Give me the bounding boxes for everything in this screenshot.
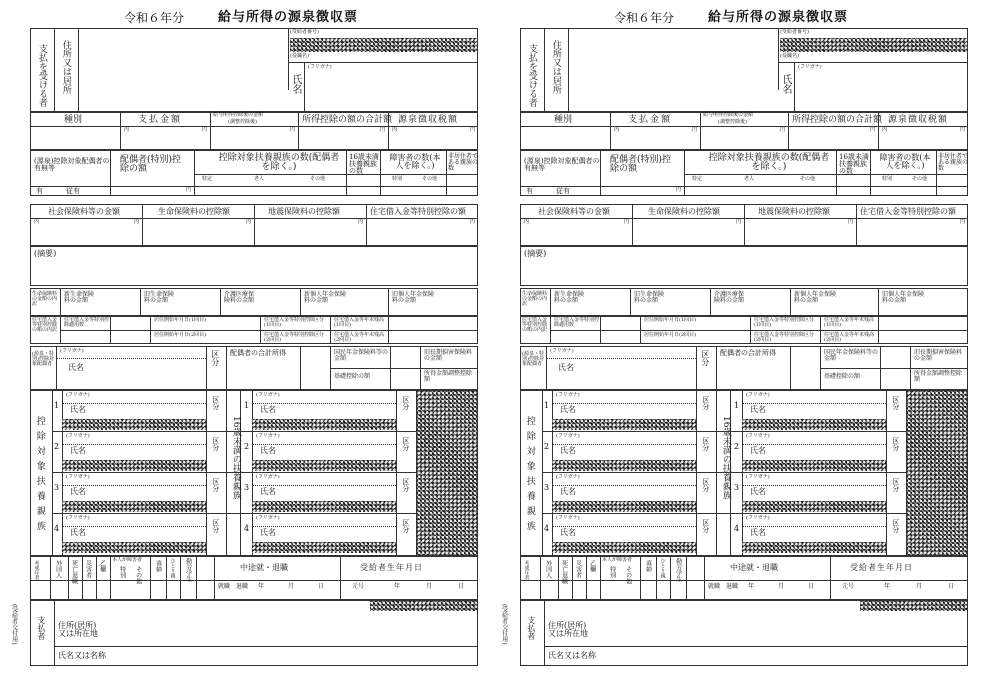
dependent-pattern [252, 542, 396, 553]
start2-label: 居住開始年月日(2回目) [644, 332, 697, 338]
payer-pattern [860, 601, 967, 611]
spouse-label: (源泉・特別)控除対象配偶者 [32, 351, 54, 367]
spouse-furigana-label: (フリガナ) [550, 348, 574, 354]
new-pension-label: 新個人年金保険料の金額 [794, 291, 837, 304]
old-long-label: 旧長期損害保険料の金額 [424, 349, 473, 362]
self-disabled-label: 本人が障害者 [112, 557, 143, 563]
withholding-header: 源泉徴収税額 [888, 115, 949, 125]
month-label: 月 [288, 583, 295, 590]
spouse-name-label: 氏名 [68, 363, 84, 372]
dependent-name-field[interactable] [772, 527, 882, 541]
dependent-furigana-label: (フリガナ) [256, 515, 280, 521]
dependent-name-label: 氏名 [560, 405, 576, 414]
dependent-furigana-label: (フリガナ) [66, 433, 90, 439]
under16-label: 16歳未満の扶養親族 [230, 416, 241, 500]
retire-label: 退職 [726, 583, 739, 590]
dependent-name-label: 氏名 [560, 487, 576, 496]
dependent-pattern [252, 460, 396, 471]
payer-label: 支払者 [36, 616, 46, 640]
uchi-mark: 内 [124, 127, 130, 133]
dependent-furigana-label: (フリガナ) [66, 474, 90, 480]
dependent-row-number: 2 [734, 442, 740, 451]
dependent-row-number: 1 [544, 401, 550, 410]
juu-ari-label: 従有 [66, 187, 80, 195]
yen-unit: 円 [290, 127, 296, 133]
other-label: その他 [422, 176, 438, 182]
payee-furigana-label: (フリガナ) [798, 64, 822, 70]
insurance-label: 生命保険料の金額の内訳 [522, 291, 548, 307]
dependent-furigana-label: (フリガナ) [256, 392, 280, 398]
dependent-furigana-label: (フリガナ) [256, 433, 280, 439]
ari-label: 有 [36, 187, 43, 195]
year-label: 年 [394, 583, 401, 590]
special-label: 特別 [118, 566, 126, 578]
old-pension-label: 旧個人年金保険料の金額 [882, 291, 925, 304]
dependent-furigana-label: (フリガナ) [746, 392, 770, 398]
dependent-name-field[interactable] [282, 445, 392, 459]
dependent-name-field[interactable] [772, 445, 882, 459]
payer-address-label: 住所(居所)又は所在地 [58, 621, 98, 638]
otsu-label: 乙欄 [588, 560, 596, 572]
day-label: 日 [318, 583, 325, 590]
uchi-mark: 内 [34, 219, 40, 225]
summary-note-box[interactable] [520, 246, 968, 286]
nonresident-header: 非居住者である親族の数 [448, 153, 479, 172]
dependent-row-number: 3 [544, 483, 550, 492]
dependent-pattern [62, 501, 206, 512]
dependent-row-number: 3 [244, 483, 250, 492]
dependent-pattern [552, 542, 696, 553]
year-label: 年 [748, 583, 755, 590]
single-parent-label: ひとり親 [169, 558, 176, 578]
month-label: 月 [426, 583, 433, 590]
uchi-mark: 内 [392, 127, 398, 133]
dependent-name-field[interactable] [582, 527, 692, 541]
disaster-label: 災害者 [84, 560, 92, 578]
dependent-name-field[interactable] [582, 404, 692, 418]
specific-label: 特定 [202, 176, 213, 182]
month-label: 月 [916, 583, 923, 590]
type2-label: 住宅借入金等特別控除区分(2回目) [264, 332, 325, 343]
pension-label: 国民年金保険料等の金額 [334, 349, 389, 362]
yen-unit: 円 [676, 187, 682, 193]
under16-header: 16歳未満扶養親族の数 [839, 153, 869, 175]
yen-unit: 円 [186, 187, 192, 193]
type-header: 種別 [64, 115, 83, 125]
recipient-number-label: (受給者番号) [290, 29, 319, 35]
social-insurance-header: 社会保険料等の金額 [48, 207, 120, 216]
start1-label: 居住開始年月日(1回目) [644, 317, 697, 323]
dependent-row-number: 2 [544, 442, 550, 451]
balance1-label: 住宅借入金等年末残高(1回目) [824, 317, 875, 328]
start2-label: 居住開始年月日(2回目) [154, 332, 207, 338]
dependent-kubun-label: 区分 [401, 478, 410, 492]
spouse-furigana-label: (フリガナ) [60, 348, 84, 354]
social-insurance-header: 社会保険料等の金額 [538, 207, 610, 216]
balance1-label: 住宅借入金等年末残高(1回目) [334, 317, 385, 328]
uchi-mark: 内 [524, 219, 530, 225]
widow-label: 寡婦 [154, 560, 162, 572]
housing-loan-header: 住宅借入金等特別控除の額 [370, 207, 466, 216]
dependent-name-label: 氏名 [70, 405, 86, 414]
spouse-question: (源泉)控除対象配偶者の有無等 [34, 157, 110, 172]
recipient-number-label: (受給者番号) [780, 29, 809, 35]
after-deduction-header: 給与所得控除後の金額 [703, 112, 754, 118]
retire-label: 退職 [236, 583, 249, 590]
dependent-name-field[interactable] [92, 445, 202, 459]
old-pension-label: 旧個人年金保険料の金額 [392, 291, 435, 304]
dependent-count-header: 控除対象扶養親族の数(配偶者を除く。) [708, 153, 830, 172]
old-long-label: 旧長期損害保険料の金額 [914, 349, 963, 362]
dependent-row-number: 2 [54, 442, 60, 451]
other-label: その他 [134, 566, 142, 584]
spouse-deduction-header: 配偶者(特別)控除の額 [120, 155, 182, 174]
yen-unit: 円 [692, 127, 698, 133]
position-label: (役職名) [290, 53, 309, 59]
dependent-pattern [742, 542, 886, 553]
elderly-label: 老人 [254, 176, 265, 182]
dependent-kubun-label: 区分 [701, 437, 710, 451]
dependent-furigana-label: (フリガナ) [746, 474, 770, 480]
type1-label: 住宅借入金等特別控除区分(1回目) [264, 317, 325, 328]
special-label: 特別 [392, 176, 403, 182]
dependent-name-label: 氏名 [750, 528, 766, 537]
dependent-name-label: 氏名 [260, 487, 276, 496]
era-label: 元号 [352, 583, 365, 590]
dependent-name-field[interactable] [582, 445, 692, 459]
employ-label: 就職 [708, 583, 721, 590]
dependent-name-field[interactable] [282, 486, 392, 500]
yen-unit: 円 [246, 219, 252, 225]
new-pension-label: 新個人年金保険料の金額 [304, 291, 347, 304]
payment-header: 支払金額 [138, 115, 183, 125]
dependent-row-number: 3 [54, 483, 60, 492]
yen-unit: 円 [358, 219, 364, 225]
dependent-kubun-label: 区分 [401, 519, 410, 533]
death-label: 死亡退職 [560, 560, 568, 584]
under16-header: 16歳未満扶養親族の数 [349, 153, 379, 175]
dependent-name-label: 氏名 [750, 487, 766, 496]
dependent-row-number: 4 [54, 524, 60, 533]
dependent-kubun-label: 区分 [211, 519, 220, 533]
stub-label: (受給者交付用) [10, 604, 18, 645]
dependent-row-number: 2 [244, 442, 250, 451]
yen-unit: 円 [960, 127, 966, 133]
dependents-label: 控除対象扶養親族 [524, 416, 535, 536]
payee-address-label: 住所又は居所 [550, 40, 561, 94]
year-label: 年 [884, 583, 891, 590]
withholding-slip-left [10, 0, 479, 700]
form-title: 給与所得の源泉徴収票 [708, 10, 849, 25]
widow-label: 寡婦 [644, 560, 652, 572]
dependent-name-label: 氏名 [260, 528, 276, 537]
dependent-name-label: 氏名 [70, 487, 86, 496]
payee-name-label: 氏名 [290, 74, 301, 94]
form-era: 令和６年分 [124, 11, 185, 25]
spouse-question: (源泉)控除対象配偶者の有無等 [524, 157, 600, 172]
dependent-name-field[interactable] [772, 486, 882, 500]
under16-label: 16歳未満の扶養親族 [720, 416, 731, 500]
special-label: 特別 [608, 566, 616, 578]
dependent-name-field[interactable] [92, 404, 202, 418]
yen-unit: 円 [736, 219, 742, 225]
day-label: 日 [808, 583, 815, 590]
payer-name-label: 氏名又は名称 [548, 651, 596, 660]
yen-unit: 円 [134, 219, 140, 225]
student-label: 勤労学生 [674, 558, 682, 582]
balance2-label: 住宅借入金等年末残高(2回目) [334, 332, 385, 343]
dependent-furigana-label: (フリガナ) [556, 515, 580, 521]
dependent-pattern [552, 419, 696, 430]
dependent-kubun-label: 区分 [701, 519, 710, 533]
self-disabled-label: 本人が障害者 [602, 557, 633, 563]
life-insurance-header: 生命保険料の控除額 [648, 207, 720, 216]
dependent-name-label: 氏名 [260, 446, 276, 455]
adjustment-label: 所得金額調整控除額 [424, 370, 473, 383]
dependent-name-field[interactable] [282, 527, 392, 541]
payer-pattern [370, 601, 477, 611]
dependent-kubun-label: 区分 [891, 396, 900, 410]
dependent-pattern [252, 501, 396, 512]
month-label: 月 [778, 583, 785, 590]
uchi-mark: 内 [882, 127, 888, 133]
dependent-kubun-label: 区分 [701, 478, 710, 492]
dependent-name-field[interactable] [92, 527, 202, 541]
other-label: その他 [310, 176, 326, 182]
payer-address-label: 住所(居所)又は所在地 [548, 621, 588, 638]
recipient-number-field[interactable] [290, 38, 477, 52]
dependent-name-field[interactable] [92, 486, 202, 500]
dependent-furigana-label: (フリガナ) [556, 392, 580, 398]
dependent-pattern [62, 419, 206, 430]
dependent-pattern [252, 419, 396, 430]
stub-label: (受給者交付用) [500, 604, 508, 645]
yen-unit: 円 [470, 219, 476, 225]
birth-label: 受給者生年月日 [360, 563, 423, 572]
type2-label: 住宅借入金等特別控除区分(2回目) [754, 332, 815, 343]
dependent-furigana-label: (フリガナ) [746, 433, 770, 439]
old-life-label: 旧生命保険料の金額 [144, 291, 175, 304]
ari-label: 有 [526, 187, 533, 195]
dependent-kubun-label: 区分 [891, 437, 900, 451]
withholding-slip-right [500, 0, 969, 700]
dependent-name-label: 氏名 [560, 446, 576, 455]
otsu-label: 乙欄 [98, 560, 106, 572]
yen-unit: 円 [202, 127, 208, 133]
dependent-pattern [62, 542, 206, 553]
dependent-furigana-label: (フリガナ) [556, 433, 580, 439]
year-label: 年 [258, 583, 265, 590]
dependent-row-number: 3 [734, 483, 740, 492]
payment-header: 支払金額 [628, 115, 673, 125]
dependent-kubun-label: 区分 [211, 437, 220, 451]
dependent-kubun-label: 区分 [891, 519, 900, 533]
dependent-pattern [742, 460, 886, 471]
earthquake-header: 地震保険料の控除額 [268, 207, 340, 216]
dependent-name-label: 氏名 [560, 528, 576, 537]
dependent-kubun-label: 区分 [701, 396, 710, 410]
restricted-area [417, 391, 477, 555]
payee-furigana-label: (フリガナ) [308, 64, 332, 70]
dependent-pattern [742, 501, 886, 512]
dependent-name-label: 氏名 [70, 446, 86, 455]
minor-label: 未成年者 [33, 560, 40, 580]
spouse-income-label: 配偶者の合計所得 [720, 349, 776, 357]
dependents-label: 控除対象扶養親族 [34, 416, 45, 536]
dependent-pattern [62, 460, 206, 471]
foreign-label: 外国人 [54, 560, 62, 578]
form-era: 令和６年分 [614, 11, 675, 25]
basic-deduction-label: 基礎控除の額 [824, 373, 861, 380]
dependent-name-field[interactable] [772, 404, 882, 418]
spouse-kubun-label: 区分 [700, 350, 710, 366]
withholding-header: 源泉徴収税額 [398, 115, 459, 125]
total-deduction-header: 所得控除の額の合計額 [792, 115, 883, 125]
elderly-label: 老人 [744, 176, 755, 182]
spouse-kubun-label: 区分 [210, 350, 220, 366]
total-deduction-header: 所得控除の額の合計額 [302, 115, 393, 125]
housing-loan-header: 住宅借入金等特別控除の額 [860, 207, 956, 216]
payee-label: 支払を受ける者 [526, 44, 537, 107]
life-insurance-header: 生命保険料の控除額 [158, 207, 230, 216]
form-title: 給与所得の源泉徴収票 [218, 10, 359, 25]
dependent-furigana-label: (フリガナ) [66, 515, 90, 521]
housing-label: 住宅借入金等特別控除の額の内訳 [32, 317, 58, 333]
type-header: 種別 [554, 115, 573, 125]
midyear-label: 中途就・退職 [240, 563, 288, 572]
housing-count-label: 住宅借入金等特別控除適用数 [554, 317, 600, 328]
dependent-furigana-label: (フリガナ) [746, 515, 770, 521]
yen-unit: 円 [870, 127, 876, 133]
dependent-count-header: 控除対象扶養親族の数(配偶者を除く。) [218, 153, 340, 172]
birth-label: 受給者生年月日 [850, 563, 913, 572]
disaster-label: 災害者 [574, 560, 582, 578]
nonresident-header: 非居住者である親族の数 [938, 153, 969, 172]
recipient-number-field[interactable] [780, 38, 967, 52]
uchi-mark: 内 [614, 127, 620, 133]
dependent-furigana-label: (フリガナ) [556, 474, 580, 480]
housing-count-label: 住宅借入金等特別控除適用数 [64, 317, 110, 328]
juu-ari-label: 従有 [556, 187, 570, 195]
yen-unit: 円 [624, 219, 630, 225]
dependent-row-number: 1 [54, 401, 60, 410]
day-label: 日 [948, 583, 955, 590]
basic-deduction-label: 基礎控除の額 [334, 373, 371, 380]
insurance-label: 生命保険料の金額の内訳 [32, 291, 58, 307]
care-label: 介護医療保険料の金額 [714, 291, 745, 304]
position-label: (役職名) [780, 53, 799, 59]
adjustment-label: 所得金額調整控除額 [914, 370, 963, 383]
dependent-name-label: 氏名 [750, 446, 766, 455]
student-label: 勤労学生 [184, 558, 192, 582]
care-label: 介護医療保険料の金額 [224, 291, 255, 304]
housing-label: 住宅借入金等特別控除の額の内訳 [522, 317, 548, 333]
dependent-row-number: 4 [544, 524, 550, 533]
spouse-label: (源泉・特別)控除対象配偶者 [522, 351, 544, 367]
payee-name-label: 氏名 [780, 74, 791, 94]
start1-label: 居住開始年月日(1回目) [154, 317, 207, 323]
death-label: 死亡退職 [70, 560, 78, 584]
other-label: その他 [624, 566, 632, 584]
dependent-name-field[interactable] [282, 404, 392, 418]
dependent-name-field[interactable] [582, 486, 692, 500]
yen-unit: 円 [470, 127, 476, 133]
minor-label: 未成年者 [523, 560, 530, 580]
restricted-area [907, 391, 967, 555]
dependent-pattern [552, 501, 696, 512]
dependent-furigana-label: (フリガナ) [256, 474, 280, 480]
dependent-row-number: 1 [244, 401, 250, 410]
payee-address-label: 住所又は居所 [60, 40, 71, 94]
foreign-label: 外国人 [544, 560, 552, 578]
spouse-income-label: 配偶者の合計所得 [230, 349, 286, 357]
yen-unit: 円 [960, 219, 966, 225]
after-deduction-sub: (調整控除後) [718, 119, 747, 125]
summary-note-label: (摘要) [34, 249, 57, 258]
day-label: 日 [458, 583, 465, 590]
other-label: その他 [912, 176, 928, 182]
dependent-kubun-label: 区分 [891, 478, 900, 492]
specific-label: 特定 [692, 176, 703, 182]
new-life-label: 新生命保険料の金額 [554, 291, 585, 304]
dependent-pattern [742, 419, 886, 430]
spouse-name-label: 氏名 [558, 363, 574, 372]
after-deduction-header: 給与所得控除後の金額 [213, 112, 264, 118]
dependent-kubun-label: 区分 [211, 396, 220, 410]
dependent-row-number: 4 [244, 524, 250, 533]
dependent-pattern [552, 460, 696, 471]
balance2-label: 住宅借入金等年末残高(2回目) [824, 332, 875, 343]
type1-label: 住宅借入金等特別控除区分(1回目) [754, 317, 815, 328]
yen-unit: 円 [380, 127, 386, 133]
payer-name-label: 氏名又は名称 [58, 651, 106, 660]
dependent-row-number: 4 [734, 524, 740, 533]
after-deduction-sub: (調整控除後) [228, 119, 257, 125]
dependent-kubun-label: 区分 [401, 437, 410, 451]
disabled-header: 障害者の数(本人を除く。) [879, 153, 931, 170]
employ-label: 就職 [218, 583, 231, 590]
dependent-kubun-label: 区分 [211, 478, 220, 492]
dependent-row-number: 1 [734, 401, 740, 410]
dependent-kubun-label: 区分 [401, 396, 410, 410]
old-life-label: 旧生命保険料の金額 [634, 291, 665, 304]
other-label: その他 [800, 176, 816, 182]
payee-label: 支払を受ける者 [36, 44, 47, 107]
pension-label: 国民年金保険料等の金額 [824, 349, 879, 362]
yen-unit: 円 [848, 219, 854, 225]
summary-note-box[interactable] [30, 246, 478, 286]
midyear-label: 中途就・退職 [730, 563, 778, 572]
dependent-name-label: 氏名 [260, 405, 276, 414]
single-parent-label: ひとり親 [659, 558, 666, 578]
summary-note-label: (摘要) [524, 249, 547, 258]
dependent-name-label: 氏名 [750, 405, 766, 414]
yen-unit: 円 [780, 127, 786, 133]
payer-label: 支払者 [526, 616, 536, 640]
earthquake-header: 地震保険料の控除額 [758, 207, 830, 216]
new-life-label: 新生命保険料の金額 [64, 291, 95, 304]
disabled-header: 障害者の数(本人を除く。) [389, 153, 441, 170]
special-label: 特別 [882, 176, 893, 182]
dependent-name-label: 氏名 [70, 528, 86, 537]
spouse-deduction-header: 配偶者(特別)控除の額 [610, 155, 672, 174]
dependent-furigana-label: (フリガナ) [66, 392, 90, 398]
era-label: 元号 [842, 583, 855, 590]
